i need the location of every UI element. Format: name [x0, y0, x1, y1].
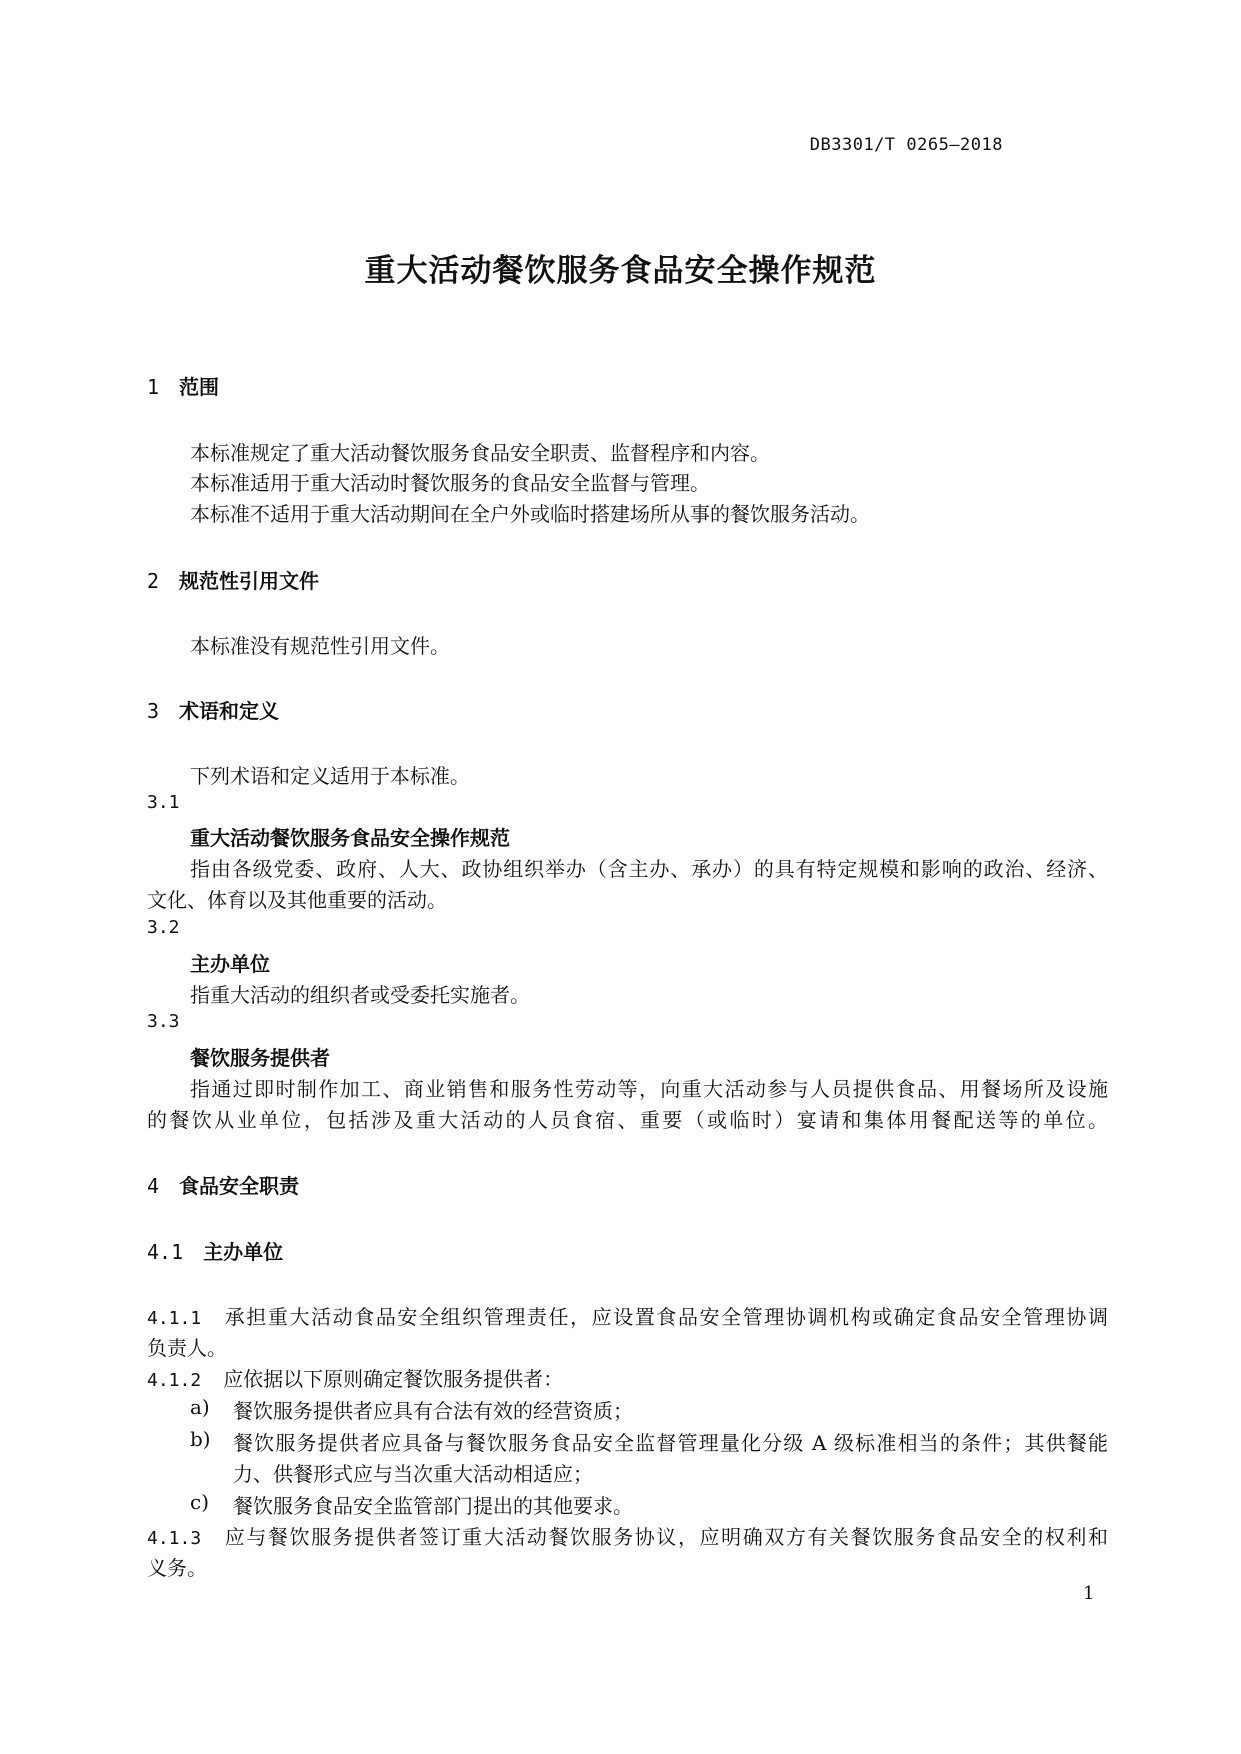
clause-4-1-3 — [147, 1521, 1108, 1550]
section-4-heading — [147, 1170, 299, 1199]
document-title: 重大活动餐饮服务食品安全操作规范 — [364, 253, 877, 289]
list-item-text: 餐饮服务提供者应具有合法有效的经营资质； — [233, 1399, 633, 1423]
section-3-heading — [147, 695, 279, 724]
clause-number: 4.1.2 — [147, 1370, 202, 1391]
section-1-heading — [147, 371, 219, 400]
clause-number: 4.1.3 — [147, 1528, 202, 1549]
clause-4-1-2 — [147, 1363, 563, 1392]
term-definition-line: 指重大活动的组织者或受委托实施者。 — [190, 983, 530, 1007]
clause-number: 4.1.1 — [147, 1308, 202, 1329]
section-title: 食品安全职责 — [179, 1174, 300, 1198]
list-item-continuation: 力、供餐形式应与当次重大活动相适应； — [233, 1462, 593, 1486]
term-number: 3.2 — [147, 917, 180, 938]
clause-4-1-1 — [147, 1301, 1108, 1330]
clause-continuation: 义务。 — [147, 1556, 207, 1580]
term-number: 3.1 — [147, 792, 180, 813]
clause-text: 承担重大活动食品安全组织管理责任，应设置食品安全管理协调机构或确定食品安全管理协调 — [223, 1305, 1108, 1329]
paragraph: 下列术语和定义适用于本标准。 — [190, 764, 470, 788]
paragraph: 本标准不适用于重大活动期间在全户外或临时搭建场所从事的餐饮服务活动。 — [190, 502, 870, 526]
document-id: DB3301/T 0265—2018 — [809, 135, 1003, 155]
section-number: 2 — [147, 569, 160, 593]
list-item-label: a) — [190, 1395, 210, 1419]
term-name: 餐饮服务提供者 — [190, 1046, 330, 1070]
paragraph: 本标准规定了重大活动餐饮服务食品安全职责、监督程序和内容。 — [190, 441, 770, 465]
list-item-text: 餐饮服务食品安全监管部门提出的其他要求。 — [233, 1494, 633, 1518]
clause-continuation: 负责人。 — [147, 1336, 227, 1360]
section-number: 4 — [147, 1174, 160, 1198]
term-name: 主办单位 — [190, 952, 270, 976]
clause-text: 应依据以下原则确定餐饮服务提供者： — [223, 1367, 564, 1391]
section-2-heading — [147, 565, 319, 594]
term-definition-line: 文化、体育以及其他重要的活动。 — [147, 888, 447, 912]
page-number: 1 — [1083, 1583, 1095, 1604]
list-item-text: 餐饮服务提供者应具备与餐饮服务食品安全监督管理量化分级 A 级标准相当的条件；其供餐能 — [233, 1431, 1108, 1455]
paragraph: 本标准适用于重大活动时餐饮服务的食品安全监督与管理。 — [190, 471, 710, 495]
list-item-label: b) — [190, 1427, 211, 1451]
subsection-title: 主办单位 — [203, 1240, 284, 1264]
clause-text: 应与餐饮服务提供者签订重大活动餐饮服务协议，应明确双方有关餐饮服务食品安全的权利和 — [223, 1525, 1108, 1549]
list-item-label: c) — [190, 1490, 210, 1514]
subsection-number: 4.1 — [147, 1240, 184, 1264]
section-title: 规范性引用文件 — [179, 569, 320, 593]
section-number: 1 — [147, 375, 160, 399]
term-name: 重大活动餐饮服务食品安全操作规范 — [190, 826, 510, 850]
term-definition-line: 的餐饮从业单位，包括涉及重大活动的人员食宿、重要（或临时）宴请和集体用餐配送等的单位。 — [147, 1108, 1108, 1132]
section-title: 范围 — [179, 375, 220, 399]
paragraph: 本标准没有规范性引用文件。 — [190, 634, 450, 658]
term-definition-line: 指通过即时制作加工、商业销售和服务性劳动等，向重大活动参与人员提供食品、用餐场所及设施 — [190, 1077, 1108, 1101]
term-definition-line: 指由各级党委、政府、人大、政协组织举办（含主办、承办）的具有特定规模和影响的政治、经济、 — [190, 857, 1108, 881]
subsection-4-1-heading — [147, 1236, 283, 1265]
section-number: 3 — [147, 699, 160, 723]
term-number: 3.3 — [147, 1011, 180, 1032]
section-title: 术语和定义 — [179, 699, 280, 723]
